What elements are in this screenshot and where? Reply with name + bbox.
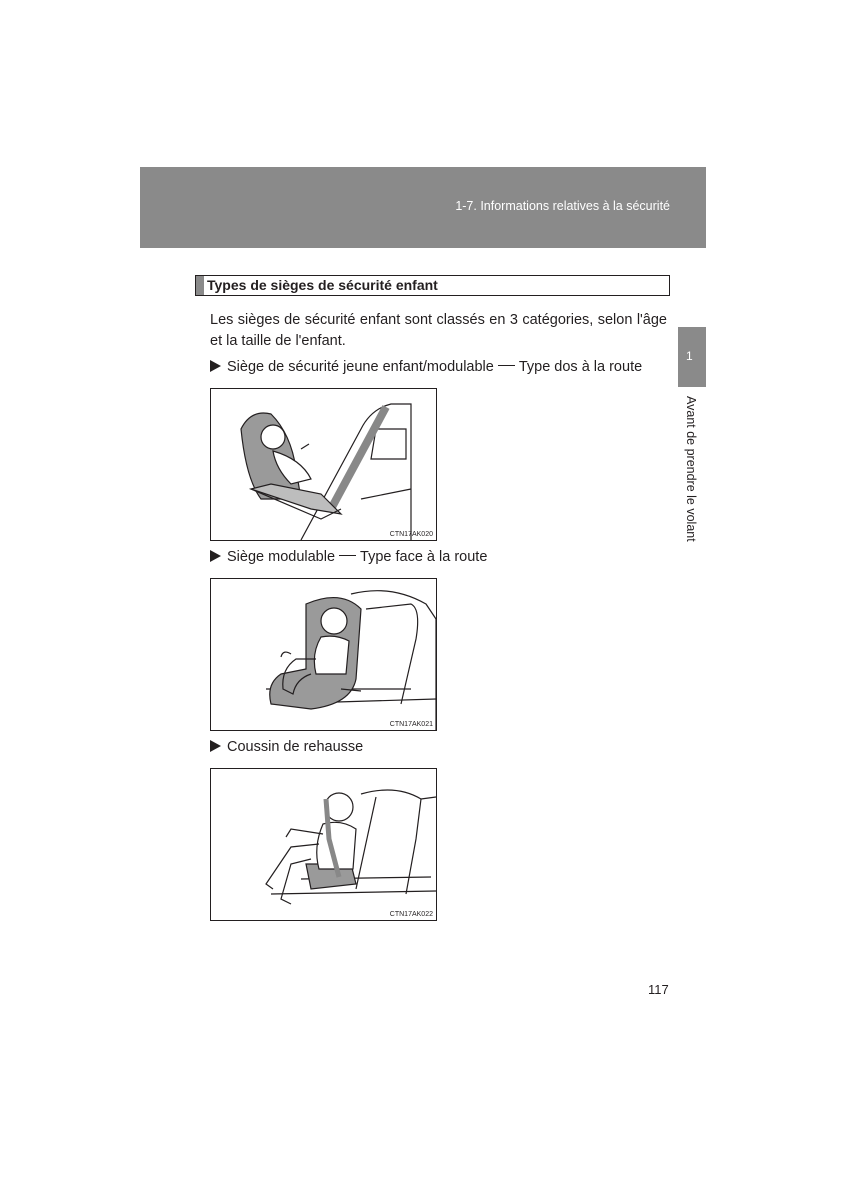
chapter-label: Avant de prendre le volant [684, 396, 698, 542]
header-band [140, 167, 706, 248]
section-title: 1-7. Informations relatives à la sécurité [455, 199, 670, 213]
list-item [210, 739, 363, 755]
page-number: 117 [648, 982, 669, 997]
intro-paragraph: Les sièges de sécurité enfant sont classés en 3 catégories, selon l'âge et la taille de l'enfant. [210, 312, 667, 349]
section-heading-text: Types de sièges de sécurité enfant [207, 277, 438, 293]
item-title: Siège modulable [227, 549, 336, 565]
figure-code: CTN17AK020 [389, 531, 433, 538]
figure-code: CTN17AK021 [389, 721, 433, 728]
figure-code: CTN17AK022 [389, 911, 433, 918]
triangle-bullet-icon [210, 550, 221, 562]
triangle-bullet-icon [210, 360, 221, 372]
illustration-booster-cushion [210, 768, 437, 921]
item-type: Type face à la route [360, 549, 488, 565]
chapter-number: 1 [686, 349, 693, 363]
dash-separator [339, 555, 356, 556]
triangle-bullet-icon [210, 740, 221, 752]
item-title: Siège de sécurité jeune enfant/modulable [227, 359, 494, 375]
dash-separator [498, 365, 515, 366]
list-item [210, 549, 487, 565]
item-type: Type dos à la route [518, 359, 643, 375]
illustration-rear-facing-seat [210, 388, 437, 541]
heading-accent-bar [196, 276, 204, 295]
list-item [210, 359, 642, 375]
illustration-forward-facing-seat [210, 578, 437, 731]
section-heading [195, 275, 670, 296]
chapter-tab [678, 327, 706, 387]
item-title: Coussin de rehausse [227, 739, 364, 755]
